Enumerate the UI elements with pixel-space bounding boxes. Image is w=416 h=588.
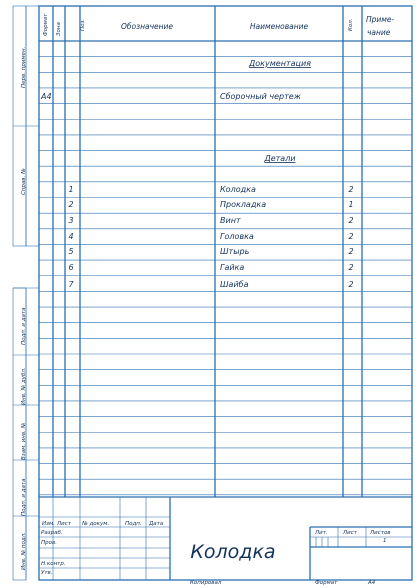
header-pos: Поз.	[80, 18, 86, 31]
sheets-value: 1	[383, 538, 387, 544]
table-header	[43, 13, 395, 37]
row-name: Детали	[264, 154, 296, 163]
table-row	[68, 216, 353, 225]
col-sign-label: Подп.	[125, 521, 142, 527]
row-pos: 7	[68, 280, 74, 289]
ref-no-label: Справ. №	[21, 168, 27, 195]
row-name: Головка	[220, 232, 254, 241]
row-pos: 4	[68, 232, 74, 241]
document-title: Колодка	[190, 541, 276, 563]
frame-lines	[13, 6, 412, 580]
row-pos: 1	[68, 185, 74, 194]
row-name: Штырь	[220, 247, 250, 256]
row-qty: 2	[348, 232, 354, 241]
orig-inv-label: Инв. № подл.	[21, 532, 27, 570]
row-qty: 2	[348, 247, 354, 256]
row-pos: 3	[68, 216, 74, 225]
row-pos: 2	[68, 200, 74, 209]
table-row	[68, 232, 353, 241]
format-value: А4	[368, 580, 376, 586]
header-note-line1: Приме-	[366, 15, 395, 24]
table-row	[68, 185, 353, 194]
sign-date-label-1: Подп. и дата	[21, 307, 27, 345]
row-name: Прокладка	[220, 200, 267, 209]
row-name: Гайка	[220, 263, 245, 272]
sign-date-label-2: Подп. и дата	[21, 478, 27, 516]
col-doc-no-label: № докум.	[82, 521, 110, 527]
dup-inv-label: Инв. № дубл.	[21, 367, 27, 405]
table-row	[68, 263, 353, 272]
header-note-line2: чание	[367, 28, 391, 37]
table-row	[68, 280, 353, 289]
col-change-label: Изм.	[42, 521, 55, 527]
row-pos: 5	[68, 247, 74, 256]
header-zone: Зона	[56, 22, 62, 36]
table-row	[68, 200, 353, 209]
row-pos: 6	[68, 263, 74, 272]
sheets-label: Листов	[370, 530, 391, 536]
sheet-label: Лист	[343, 530, 357, 536]
row-name: Винт	[220, 216, 241, 225]
row-qty: 1	[348, 200, 354, 209]
row-name: Шайба	[220, 280, 249, 289]
row-qty: 2	[348, 280, 354, 289]
table-row	[248, 59, 311, 68]
header-qty: Кол.	[348, 18, 354, 31]
format-label: Формат	[315, 580, 338, 586]
first-use-label: Перв. примен.	[21, 46, 27, 88]
approved-label: Утв.	[41, 570, 53, 576]
lit-label: Лит.	[315, 530, 328, 536]
row-qty: 2	[348, 263, 354, 272]
row-format: А4	[41, 92, 52, 101]
copied-label: Копировал	[190, 580, 222, 586]
replaces-inv-label: Взам. инв. №	[21, 422, 27, 460]
norm-control-label: Н.контр.	[41, 561, 66, 567]
header-designation: Обозначение	[120, 22, 174, 31]
col-sheet-label: Лист	[57, 521, 71, 527]
col-date-label: Дата	[149, 521, 164, 527]
developed-label: Разраб.	[41, 530, 63, 536]
sheet-footer	[190, 580, 376, 586]
header-name: Наименование	[249, 22, 309, 31]
row-name: Документация	[249, 59, 311, 68]
table-row	[68, 247, 353, 256]
row-qty: 2	[348, 216, 354, 225]
spec-rows	[40, 59, 354, 289]
table-row	[40, 92, 302, 101]
row-name: Сборочный чертеж	[220, 92, 301, 101]
checked-label: Пров.	[41, 540, 57, 546]
row-name: Колодка	[220, 185, 256, 194]
table-row	[263, 154, 295, 163]
row-qty: 2	[348, 185, 354, 194]
header-format: Формат	[43, 13, 49, 36]
